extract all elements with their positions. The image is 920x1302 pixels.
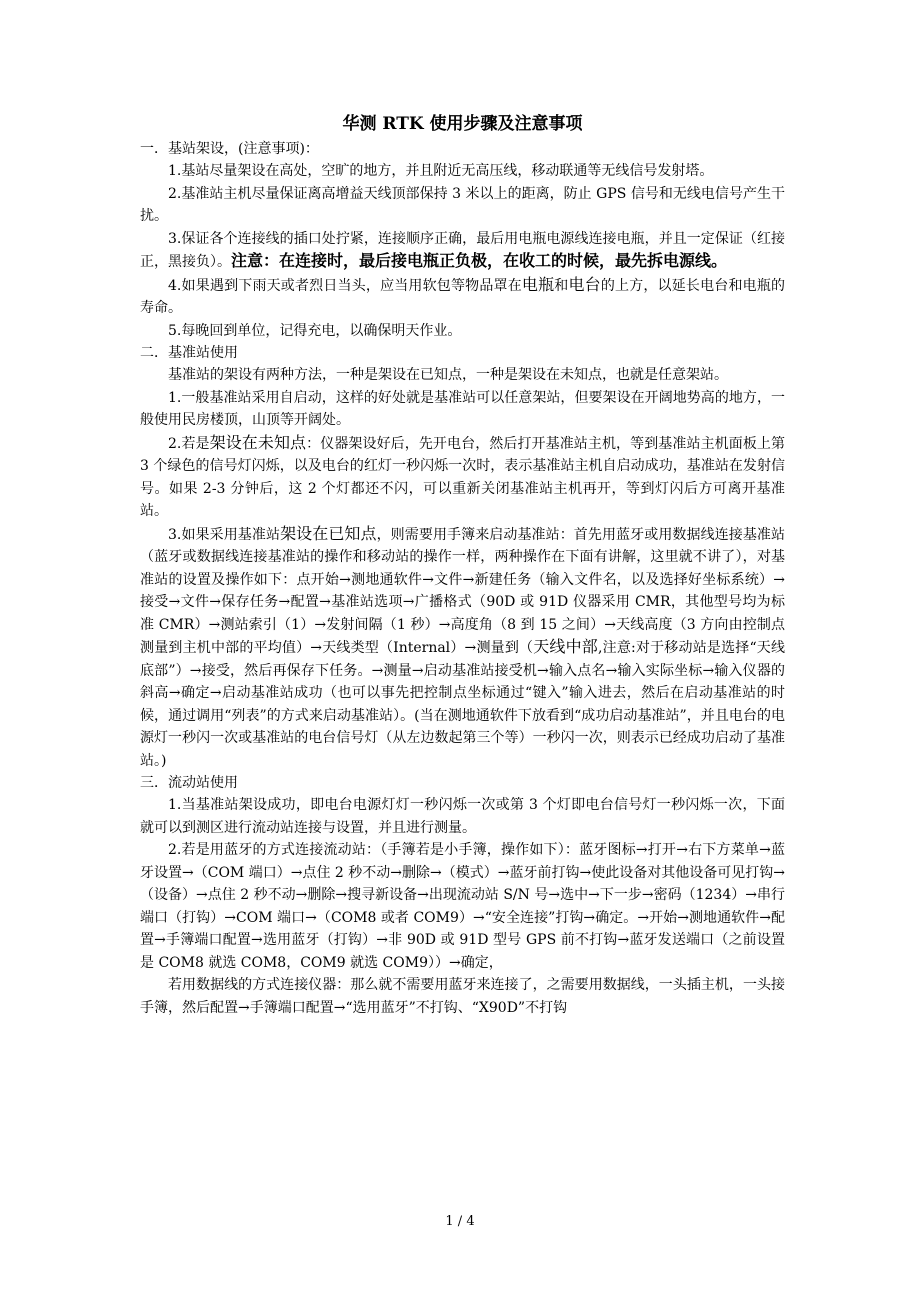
paragraph-text: 4.如果遇到下雨天或者烈日当头，应当用软包等物品罩在 <box>168 277 522 294</box>
section-heading-rover-use: 三．流动站使用 <box>140 775 238 791</box>
paragraph: 2.若是用蓝牙的方式连接流动站：（手簿若是小手簿，操作如下）：蓝牙图标→打开→右下方菜单→蓝牙设置→（COM 端口）→点住 2 秒不动→删除→（模式）→蓝牙前打钩→使此设备对其他设备可见打钩→（设备）→点住 2 秒不动→删除→搜寻新设备→出现流动站 S/N 号→选中→下一步→密码（1234）→串行端口（打钩）→COM 端口→（COM8 或者 COM9）→“安全连接”打钩→确定。→开始→测地通软件→配置→手簿端口配置→选用蓝牙（打钩）→非 90D 或 91D 型号 GPS 前不打钩→蓝牙发送端口（之前设置是 COM8 就选 COM8，COM9 就选 COM9））→确定， <box>140 842 785 971</box>
warning-text: 注意：在连接时，最后接电瓶正负极，在收工的时候，最先拆电源线。 <box>231 251 728 270</box>
paragraph: 若用数据线的方式连接仪器：那么就不需要用蓝牙来连接了，之需要用数据线，一头插主机，一头接手簿，然后配置→手簿端口配置→“选用蓝牙”不打钩、“X90D”不打钩 <box>140 977 785 1016</box>
paragraph: 1.一般基准站采用自启动，这样的好处就是基准站可以任意架站，但要架设在开阔地势高的地方，一般使用民房楼顶，山顶等开阔处。 <box>140 389 785 428</box>
paragraph-text: 3.如果采用基准站 <box>168 526 281 543</box>
page-number: 1 / 4 <box>445 1214 475 1229</box>
paragraph: 2.基准站主机尽量保证离高增益天线顶部保持 3 米以上的距离，防止 GPS 信号和无线电信号产生干扰。 <box>140 185 785 224</box>
section-heading-base-setup: 一．基站架设，(注意事项)： <box>140 141 319 157</box>
paragraph <box>140 274 785 320</box>
paragraph-text: 的上方，以延长电台和电瓶的寿命。 <box>140 277 786 316</box>
paragraph-text: ：仪器架设好后，先开电台，然后打开基准站主机，等到基准站主机面板上第 3 个绿色的信号灯闪烁，以及电台的红灯一秒闪烁一次时，表示基准站主机自启动成功，基准站在发射信号。如果 2-3 分钟后，这 2 个灯都还不闪，可以重新关闭基准站主机再开，等到灯闪后方可离开基准站。 <box>140 435 786 519</box>
paragraph-text: 3.保证各个连接线的插口处拧紧，连接顺序正确，最后用电瓶电源线连接电瓶，并且一定保证（红接正，黑接负）。 <box>140 230 785 270</box>
paragraph: 1.基站尽量架设在高处，空旷的地方，并且附近无高压线，移动联通等无线信号发射塔。 <box>168 163 714 179</box>
paragraph <box>140 432 785 523</box>
paragraph: 5.每晚回到单位，记得充电，以确保明天作业。 <box>168 322 462 339</box>
paragraph-text: ，则需要用手簿来启动基准站：首先用蓝牙或用数据线连接基准站（蓝牙或数据线连接基准站的操作和移动站的操作一样，两种操作在下面有讲解，这里就不讲了），对基准站的设置及操作如下：点开始→测地通软件→文件→新建任务（输入文件名，以及选择好坐标系统）→接受→文件→保存任务→配置→基准站选项→广播格式（90D 或 91D 仪器采用 CMR，其他型号均为标准 CMR）→测站索引（1）→发射间隔（1 秒）→高度角（8 到 15 之间）→天线高度（3 方向由控制点测量到主机中部的平均值）→天线类型（Internal）→测量到（ <box>140 526 786 656</box>
highlight-unknown-point: 架设在未知点 <box>209 432 307 452</box>
paragraph-text: ,注意:对于移动站是选择“天线底部”）→接受，然后再保存下任务。→测量→启动基准站接受机→输入点名→输入实际坐标→输入仪器的斜高→确定→启动基准站成功（也可以事先把控制点坐标通过“键入”输入进去，然后在启动基准站的时候，通过调用“列表”的方式来启动基准站）。(当在测地通软件下放看到“成功启动基准站”，并且电台的电源灯一秒闪一次或基准站的电台信号灯（从左边数起第三个等）一秒闪一次，则表示已经成功启动了基准站。) <box>140 640 785 769</box>
paragraph: 1.当基准站架设成功，即电台电源灯灯一秒闪烁一次或第 3 个灯即电台信号灯一秒闪烁一次，下面就可以到测区进行流动站连接与设置，并且进行测量。 <box>140 797 785 836</box>
paragraph-text: 2.若是 <box>168 435 210 452</box>
paragraph-text: 和 <box>554 277 569 294</box>
paragraph <box>140 523 785 773</box>
document-title: 华测 RTK 使用步骤及注意事项 <box>342 114 583 134</box>
highlight-antenna-middle: 天线中部 <box>533 637 598 656</box>
highlight-battery: 电瓶 <box>521 274 555 294</box>
paragraph: 基准站的架设有两种方法，一种是架设在已知点，一种是架设在未知点，也就是任意架站。 <box>168 367 728 383</box>
highlight-radio: 电台 <box>568 274 601 294</box>
section-heading-base-station-use: 二．基准站使用 <box>140 345 238 361</box>
paragraph <box>140 228 785 274</box>
document-body <box>140 110 785 1019</box>
highlight-known-point: 架设在已知点 <box>280 523 377 543</box>
